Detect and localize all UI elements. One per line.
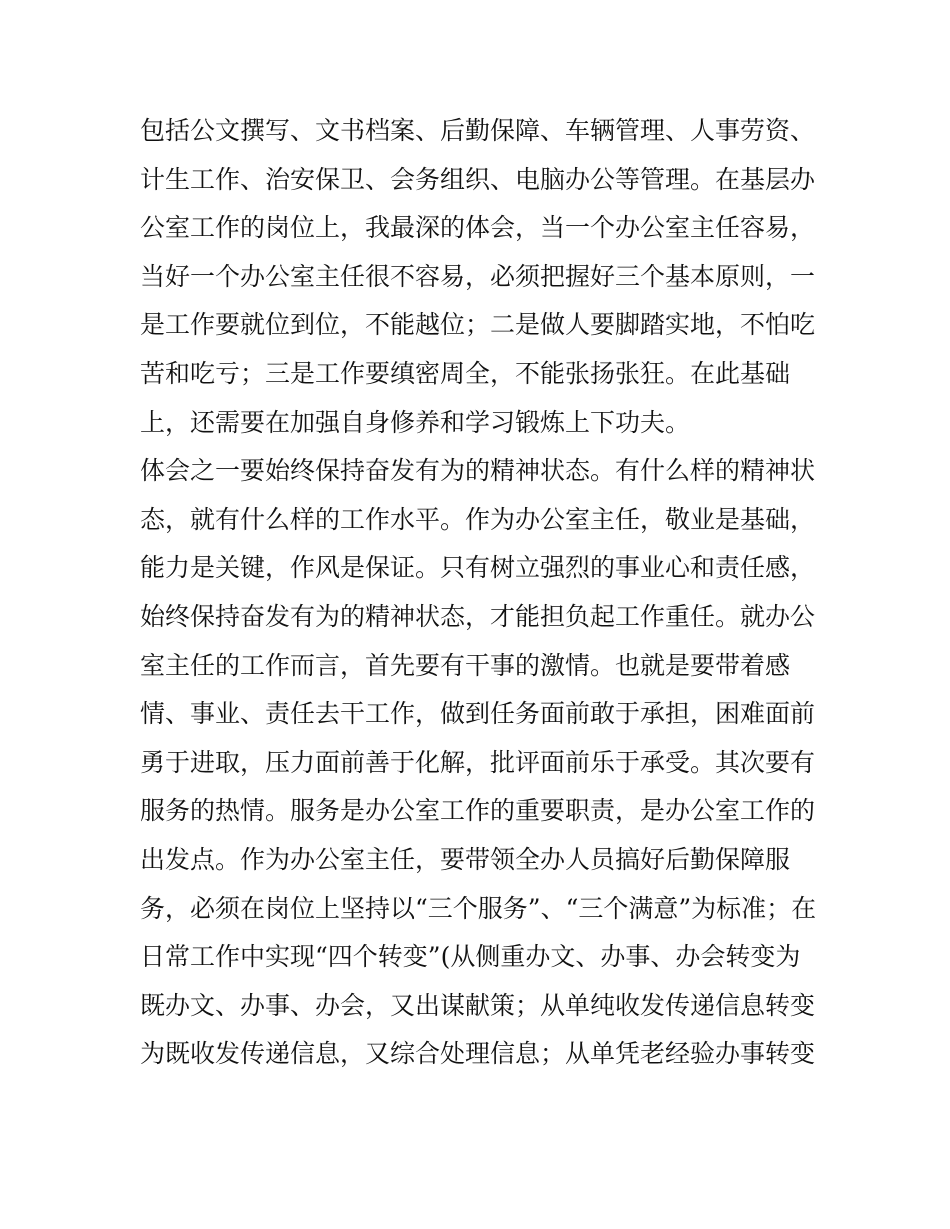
text-line: 态，就有什么样的工作水平。作为办公室主任，敬业是基础， (140, 504, 816, 534)
text-line: 体会之一要始终保持奋发有为的精神状态。有什么样的精神状 (140, 456, 816, 486)
text-line: 勇于进取，压力面前善于化解，批评面前乐于承受。其次要有 (140, 747, 816, 777)
text-line: 当好一个办公室主任很不容易，必须把握好三个基本原则，一 (140, 261, 816, 291)
body-text (140, 107, 830, 1079)
text-line: 务，必须在岗位上坚持以“三个服务”、“三个满意”为标准；在 (140, 893, 817, 923)
text-line: 能力是关键，作风是保证。只有树立强烈的事业心和责任感， (140, 553, 816, 583)
text-line: 室主任的工作而言，首先要有干事的激情。也就是要带着感 (140, 650, 791, 680)
text-line: 是工作要就位到位，不能越位；二是做人要脚踏实地，不怕吃 (140, 310, 816, 340)
text-line: 始终保持奋发有为的精神状态，才能担负起工作重任。就办公 (140, 601, 816, 631)
text-line: 上，还需要在加强自身修养和学习锻炼上下功夫。 (140, 407, 691, 437)
text-line: 既办文、办事、办会，又出谋献策；从单纯收发传递信息转变 (140, 990, 816, 1020)
text-line: 包括公文撰写、文书档案、后勤保障、车辆管理、人事劳资、 (140, 116, 816, 145)
text-line: 日常工作中实现“四个转变”(从侧重办文、办事、办会转变为 (140, 942, 801, 972)
text-line: 计生工作、治安保卫、会务组织、电脑办公等管理。在基层办 (140, 164, 816, 194)
text-line: 为既收发传递信息，又综合处理信息；从单凭老经验办事转变 (140, 1039, 816, 1069)
text-line: 服务的热情。服务是办公室工作的重要职责，是办公室工作的 (140, 796, 816, 826)
text-line: 出发点。作为办公室主任，要带领全办人员搞好后勤保障服 (140, 844, 791, 874)
text-line: 公室工作的岗位上，我最深的体会，当一个办公室主任容易， (140, 213, 816, 243)
text-line: 情、事业、责任去干工作，做到任务面前敢于承担，困难面前 (140, 699, 816, 729)
text-line: 苦和吃亏；三是工作要缜密周全，不能张扬张狂。在此基础 (140, 358, 791, 388)
